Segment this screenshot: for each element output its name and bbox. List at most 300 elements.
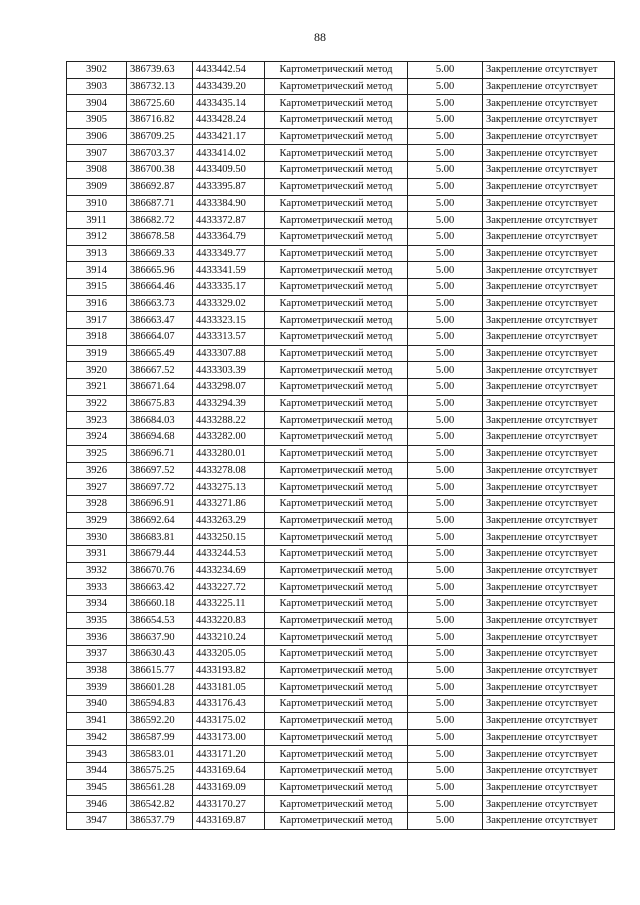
point-number-cell: 3903: [67, 78, 127, 95]
x-coordinate-cell: 386692.64: [127, 512, 193, 529]
accuracy-cell: 5.00: [408, 295, 483, 312]
table-row: [67, 429, 615, 446]
point-number-cell: 3939: [67, 679, 127, 696]
fixing-cell: Закрепление отсутствует: [483, 562, 615, 579]
y-coordinate-cell: 4433409.50: [193, 162, 265, 179]
accuracy-cell: 5.00: [408, 62, 483, 79]
table-row: [67, 579, 615, 596]
point-number-cell: 3935: [67, 612, 127, 629]
x-coordinate-cell: 386697.52: [127, 462, 193, 479]
point-number-cell: 3915: [67, 278, 127, 295]
table-row: [67, 128, 615, 145]
fixing-cell: Закрепление отсутствует: [483, 812, 615, 829]
table-row: [67, 812, 615, 829]
accuracy-cell: 5.00: [408, 662, 483, 679]
table-row: [67, 95, 615, 112]
fixing-cell: Закрепление отсутствует: [483, 629, 615, 646]
method-cell: Картометрический метод: [265, 512, 408, 529]
x-coordinate-cell: 386630.43: [127, 646, 193, 663]
accuracy-cell: 5.00: [408, 278, 483, 295]
y-coordinate-cell: 4433193.82: [193, 662, 265, 679]
y-coordinate-cell: 4433303.39: [193, 362, 265, 379]
x-coordinate-cell: 386732.13: [127, 78, 193, 95]
point-number-cell: 3924: [67, 429, 127, 446]
method-cell: Картометрический метод: [265, 479, 408, 496]
fixing-cell: Закрепление отсутствует: [483, 462, 615, 479]
method-cell: Картометрический метод: [265, 228, 408, 245]
method-cell: Картометрический метод: [265, 696, 408, 713]
x-coordinate-cell: 386667.52: [127, 362, 193, 379]
x-coordinate-cell: 386696.71: [127, 445, 193, 462]
accuracy-cell: 5.00: [408, 696, 483, 713]
point-number-cell: 3931: [67, 545, 127, 562]
fixing-cell: Закрепление отсутствует: [483, 278, 615, 295]
table-row: [67, 562, 615, 579]
method-cell: Картометрический метод: [265, 796, 408, 813]
fixing-cell: Закрепление отсутствует: [483, 612, 615, 629]
table-row: [67, 696, 615, 713]
point-number-cell: 3918: [67, 329, 127, 346]
x-coordinate-cell: 386739.63: [127, 62, 193, 79]
point-number-cell: 3902: [67, 62, 127, 79]
x-coordinate-cell: 386725.60: [127, 95, 193, 112]
x-coordinate-cell: 386670.76: [127, 562, 193, 579]
table-row: [67, 245, 615, 262]
fixing-cell: Закрепление отсутствует: [483, 445, 615, 462]
table-row: [67, 445, 615, 462]
table-row: [67, 796, 615, 813]
method-cell: Картометрический метод: [265, 312, 408, 329]
fixing-cell: Закрепление отсутствует: [483, 696, 615, 713]
point-number-cell: 3916: [67, 295, 127, 312]
fixing-cell: Закрепление отсутствует: [483, 345, 615, 362]
x-coordinate-cell: 386594.83: [127, 696, 193, 713]
y-coordinate-cell: 4433307.88: [193, 345, 265, 362]
fixing-cell: Закрепление отсутствует: [483, 712, 615, 729]
accuracy-cell: 5.00: [408, 345, 483, 362]
table-row: [67, 362, 615, 379]
point-number-cell: 3937: [67, 646, 127, 663]
y-coordinate-cell: 4433439.20: [193, 78, 265, 95]
method-cell: Картометрический метод: [265, 529, 408, 546]
accuracy-cell: 5.00: [408, 579, 483, 596]
fixing-cell: Закрепление отсутствует: [483, 379, 615, 396]
method-cell: Картометрический метод: [265, 462, 408, 479]
fixing-cell: Закрепление отсутствует: [483, 429, 615, 446]
accuracy-cell: 5.00: [408, 529, 483, 546]
y-coordinate-cell: 4433372.87: [193, 212, 265, 229]
table-row: [67, 262, 615, 279]
point-number-cell: 3925: [67, 445, 127, 462]
accuracy-cell: 5.00: [408, 629, 483, 646]
method-cell: Картометрический метод: [265, 162, 408, 179]
x-coordinate-cell: 386687.71: [127, 195, 193, 212]
method-cell: Картометрический метод: [265, 562, 408, 579]
accuracy-cell: 5.00: [408, 195, 483, 212]
y-coordinate-cell: 4433263.29: [193, 512, 265, 529]
accuracy-cell: 5.00: [408, 796, 483, 813]
accuracy-cell: 5.00: [408, 429, 483, 446]
method-cell: Картометрический метод: [265, 579, 408, 596]
y-coordinate-cell: 4433244.53: [193, 545, 265, 562]
accuracy-cell: 5.00: [408, 212, 483, 229]
method-cell: Картометрический метод: [265, 295, 408, 312]
point-number-cell: 3905: [67, 112, 127, 129]
accuracy-cell: 5.00: [408, 262, 483, 279]
method-cell: Картометрический метод: [265, 212, 408, 229]
table-row: [67, 78, 615, 95]
x-coordinate-cell: 386663.73: [127, 295, 193, 312]
method-cell: Картометрический метод: [265, 646, 408, 663]
accuracy-cell: 5.00: [408, 746, 483, 763]
accuracy-cell: 5.00: [408, 495, 483, 512]
fixing-cell: Закрепление отсутствует: [483, 178, 615, 195]
point-number-cell: 3908: [67, 162, 127, 179]
accuracy-cell: 5.00: [408, 362, 483, 379]
accuracy-cell: 5.00: [408, 779, 483, 796]
table-row: [67, 295, 615, 312]
method-cell: Картометрический метод: [265, 62, 408, 79]
y-coordinate-cell: 4433298.07: [193, 379, 265, 396]
table-row: [67, 712, 615, 729]
y-coordinate-cell: 4433335.17: [193, 278, 265, 295]
accuracy-cell: 5.00: [408, 329, 483, 346]
fixing-cell: Закрепление отсутствует: [483, 95, 615, 112]
method-cell: Картометрический метод: [265, 128, 408, 145]
accuracy-cell: 5.00: [408, 112, 483, 129]
y-coordinate-cell: 4433414.02: [193, 145, 265, 162]
point-number-cell: 3943: [67, 746, 127, 763]
method-cell: Картометрический метод: [265, 178, 408, 195]
y-coordinate-cell: 4433349.77: [193, 245, 265, 262]
fixing-cell: Закрепление отсутствует: [483, 679, 615, 696]
y-coordinate-cell: 4433313.57: [193, 329, 265, 346]
table-row: [67, 612, 615, 629]
x-coordinate-cell: 386654.53: [127, 612, 193, 629]
method-cell: Картометрический метод: [265, 362, 408, 379]
fixing-cell: Закрепление отсутствует: [483, 746, 615, 763]
table-row: [67, 195, 615, 212]
method-cell: Картометрический метод: [265, 412, 408, 429]
accuracy-cell: 5.00: [408, 178, 483, 195]
point-number-cell: 3933: [67, 579, 127, 596]
fixing-cell: Закрепление отсутствует: [483, 329, 615, 346]
accuracy-cell: 5.00: [408, 78, 483, 95]
x-coordinate-cell: 386665.49: [127, 345, 193, 362]
method-cell: Картометрический метод: [265, 762, 408, 779]
method-cell: Картометрический метод: [265, 445, 408, 462]
x-coordinate-cell: 386697.72: [127, 479, 193, 496]
point-number-cell: 3914: [67, 262, 127, 279]
fixing-cell: Закрепление отсутствует: [483, 779, 615, 796]
point-number-cell: 3945: [67, 779, 127, 796]
accuracy-cell: 5.00: [408, 762, 483, 779]
table-row: [67, 178, 615, 195]
point-number-cell: 3909: [67, 178, 127, 195]
method-cell: Картометрический метод: [265, 262, 408, 279]
method-cell: Картометрический метод: [265, 812, 408, 829]
fixing-cell: Закрепление отсутствует: [483, 479, 615, 496]
fixing-cell: Закрепление отсутствует: [483, 796, 615, 813]
point-number-cell: 3907: [67, 145, 127, 162]
x-coordinate-cell: 386679.44: [127, 545, 193, 562]
fixing-cell: Закрепление отсутствует: [483, 112, 615, 129]
x-coordinate-cell: 386694.68: [127, 429, 193, 446]
table-row: [67, 329, 615, 346]
fixing-cell: Закрепление отсутствует: [483, 529, 615, 546]
table-row: [67, 379, 615, 396]
y-coordinate-cell: 4433173.00: [193, 729, 265, 746]
table-row: [67, 495, 615, 512]
fixing-cell: Закрепление отсутствует: [483, 545, 615, 562]
point-number-cell: 3942: [67, 729, 127, 746]
method-cell: Картометрический метод: [265, 629, 408, 646]
method-cell: Картометрический метод: [265, 779, 408, 796]
accuracy-cell: 5.00: [408, 812, 483, 829]
accuracy-cell: 5.00: [408, 162, 483, 179]
x-coordinate-cell: 386561.28: [127, 779, 193, 796]
table-row: [67, 145, 615, 162]
x-coordinate-cell: 386663.47: [127, 312, 193, 329]
y-coordinate-cell: 4433278.08: [193, 462, 265, 479]
x-coordinate-cell: 386664.07: [127, 329, 193, 346]
point-number-cell: 3930: [67, 529, 127, 546]
y-coordinate-cell: 4433341.59: [193, 262, 265, 279]
fixing-cell: Закрепление отсутствует: [483, 395, 615, 412]
method-cell: Картометрический метод: [265, 195, 408, 212]
x-coordinate-cell: 386682.72: [127, 212, 193, 229]
method-cell: Картометрический метод: [265, 662, 408, 679]
point-number-cell: 3946: [67, 796, 127, 813]
y-coordinate-cell: 4433280.01: [193, 445, 265, 462]
point-number-cell: 3932: [67, 562, 127, 579]
accuracy-cell: 5.00: [408, 395, 483, 412]
method-cell: Картометрический метод: [265, 245, 408, 262]
x-coordinate-cell: 386669.33: [127, 245, 193, 262]
x-coordinate-cell: 386601.28: [127, 679, 193, 696]
fixing-cell: Закрепление отсутствует: [483, 62, 615, 79]
y-coordinate-cell: 4433323.15: [193, 312, 265, 329]
method-cell: Картометрический метод: [265, 729, 408, 746]
fixing-cell: Закрепление отсутствует: [483, 162, 615, 179]
point-number-cell: 3934: [67, 596, 127, 613]
x-coordinate-cell: 386575.25: [127, 762, 193, 779]
fixing-cell: Закрепление отсутствует: [483, 312, 615, 329]
accuracy-cell: 5.00: [408, 445, 483, 462]
y-coordinate-cell: 4433428.24: [193, 112, 265, 129]
fixing-cell: Закрепление отсутствует: [483, 262, 615, 279]
table-row: [67, 462, 615, 479]
accuracy-cell: 5.00: [408, 612, 483, 629]
table-row: [67, 646, 615, 663]
accuracy-cell: 5.00: [408, 712, 483, 729]
fixing-cell: Закрепление отсутствует: [483, 362, 615, 379]
method-cell: Картометрический метод: [265, 679, 408, 696]
table-row: [67, 512, 615, 529]
accuracy-cell: 5.00: [408, 679, 483, 696]
accuracy-cell: 5.00: [408, 245, 483, 262]
point-number-cell: 3929: [67, 512, 127, 529]
table-row: [67, 529, 615, 546]
x-coordinate-cell: 386703.37: [127, 145, 193, 162]
method-cell: Картометрический метод: [265, 495, 408, 512]
point-number-cell: 3912: [67, 228, 127, 245]
table-row: [67, 479, 615, 496]
point-number-cell: 3913: [67, 245, 127, 262]
table-row: [67, 412, 615, 429]
point-number-cell: 3928: [67, 495, 127, 512]
table-row: [67, 729, 615, 746]
fixing-cell: Закрепление отсутствует: [483, 646, 615, 663]
x-coordinate-cell: 386683.81: [127, 529, 193, 546]
point-number-cell: 3906: [67, 128, 127, 145]
table-row: [67, 228, 615, 245]
point-number-cell: 3904: [67, 95, 127, 112]
x-coordinate-cell: 386665.96: [127, 262, 193, 279]
method-cell: Картометрический метод: [265, 429, 408, 446]
y-coordinate-cell: 4433169.64: [193, 762, 265, 779]
accuracy-cell: 5.00: [408, 412, 483, 429]
x-coordinate-cell: 386671.64: [127, 379, 193, 396]
point-number-cell: 3944: [67, 762, 127, 779]
y-coordinate-cell: 4433395.87: [193, 178, 265, 195]
x-coordinate-cell: 386692.87: [127, 178, 193, 195]
y-coordinate-cell: 4433282.00: [193, 429, 265, 446]
y-coordinate-cell: 4433175.02: [193, 712, 265, 729]
point-number-cell: 3919: [67, 345, 127, 362]
y-coordinate-cell: 4433171.20: [193, 746, 265, 763]
fixing-cell: Закрепление отсутствует: [483, 579, 615, 596]
y-coordinate-cell: 4433271.86: [193, 495, 265, 512]
point-number-cell: 3911: [67, 212, 127, 229]
y-coordinate-cell: 4433275.13: [193, 479, 265, 496]
x-coordinate-cell: 386663.42: [127, 579, 193, 596]
fixing-cell: Закрепление отсутствует: [483, 195, 615, 212]
coordinates-table-body: [67, 62, 615, 830]
table-row: [67, 762, 615, 779]
table-row: [67, 545, 615, 562]
y-coordinate-cell: 4433210.24: [193, 629, 265, 646]
y-coordinate-cell: 4433169.87: [193, 812, 265, 829]
table-row: [67, 662, 615, 679]
method-cell: Картометрический метод: [265, 278, 408, 295]
y-coordinate-cell: 4433227.72: [193, 579, 265, 596]
fixing-cell: Закрепление отсутствует: [483, 228, 615, 245]
y-coordinate-cell: 4433170.27: [193, 796, 265, 813]
fixing-cell: Закрепление отсутствует: [483, 145, 615, 162]
x-coordinate-cell: 386587.99: [127, 729, 193, 746]
method-cell: Картометрический метод: [265, 95, 408, 112]
fixing-cell: Закрепление отсутствует: [483, 596, 615, 613]
page-number: 88: [314, 30, 326, 44]
y-coordinate-cell: 4433234.69: [193, 562, 265, 579]
table-row: [67, 162, 615, 179]
x-coordinate-cell: 386583.01: [127, 746, 193, 763]
coordinates-table: [66, 61, 615, 830]
point-number-cell: 3922: [67, 395, 127, 412]
fixing-cell: Закрепление отсутствует: [483, 762, 615, 779]
method-cell: Картометрический метод: [265, 112, 408, 129]
accuracy-cell: 5.00: [408, 145, 483, 162]
point-number-cell: 3936: [67, 629, 127, 646]
accuracy-cell: 5.00: [408, 128, 483, 145]
table-row: [67, 395, 615, 412]
accuracy-cell: 5.00: [408, 545, 483, 562]
accuracy-cell: 5.00: [408, 479, 483, 496]
fixing-cell: Закрепление отсутствует: [483, 78, 615, 95]
fixing-cell: Закрепление отсутствует: [483, 245, 615, 262]
method-cell: Картометрический метод: [265, 712, 408, 729]
fixing-cell: Закрепление отсутствует: [483, 729, 615, 746]
table-row: [67, 679, 615, 696]
table-row: [67, 312, 615, 329]
fixing-cell: Закрепление отсутствует: [483, 495, 615, 512]
y-coordinate-cell: 4433220.83: [193, 612, 265, 629]
y-coordinate-cell: 4433294.39: [193, 395, 265, 412]
y-coordinate-cell: 4433205.05: [193, 646, 265, 663]
method-cell: Картометрический метод: [265, 545, 408, 562]
method-cell: Картометрический метод: [265, 379, 408, 396]
x-coordinate-cell: 386678.58: [127, 228, 193, 245]
point-number-cell: 3921: [67, 379, 127, 396]
x-coordinate-cell: 386675.83: [127, 395, 193, 412]
x-coordinate-cell: 386664.46: [127, 278, 193, 295]
table-row: [67, 278, 615, 295]
method-cell: Картометрический метод: [265, 78, 408, 95]
x-coordinate-cell: 386716.82: [127, 112, 193, 129]
x-coordinate-cell: 386615.77: [127, 662, 193, 679]
y-coordinate-cell: 4433384.90: [193, 195, 265, 212]
table-row: [67, 212, 615, 229]
fixing-cell: Закрепление отсутствует: [483, 212, 615, 229]
fixing-cell: Закрепление отсутствует: [483, 295, 615, 312]
accuracy-cell: 5.00: [408, 228, 483, 245]
accuracy-cell: 5.00: [408, 462, 483, 479]
x-coordinate-cell: 386709.25: [127, 128, 193, 145]
y-coordinate-cell: 4433250.15: [193, 529, 265, 546]
y-coordinate-cell: 4433435.14: [193, 95, 265, 112]
x-coordinate-cell: 386537.79: [127, 812, 193, 829]
accuracy-cell: 5.00: [408, 646, 483, 663]
accuracy-cell: 5.00: [408, 512, 483, 529]
table-row: [67, 62, 615, 79]
y-coordinate-cell: 4433421.17: [193, 128, 265, 145]
table-row: [67, 779, 615, 796]
fixing-cell: Закрепление отсутствует: [483, 128, 615, 145]
point-number-cell: 3923: [67, 412, 127, 429]
method-cell: Картометрический метод: [265, 145, 408, 162]
method-cell: Картометрический метод: [265, 746, 408, 763]
y-coordinate-cell: 4433176.43: [193, 696, 265, 713]
x-coordinate-cell: 386637.90: [127, 629, 193, 646]
table-row: [67, 345, 615, 362]
table-row: [67, 629, 615, 646]
point-number-cell: 3940: [67, 696, 127, 713]
method-cell: Картометрический метод: [265, 596, 408, 613]
point-number-cell: 3947: [67, 812, 127, 829]
x-coordinate-cell: 386542.82: [127, 796, 193, 813]
point-number-cell: 3910: [67, 195, 127, 212]
table-row: [67, 112, 615, 129]
table-row: [67, 746, 615, 763]
point-number-cell: 3927: [67, 479, 127, 496]
fixing-cell: Закрепление отсутствует: [483, 662, 615, 679]
y-coordinate-cell: 4433288.22: [193, 412, 265, 429]
fixing-cell: Закрепление отсутствует: [483, 412, 615, 429]
y-coordinate-cell: 4433181.05: [193, 679, 265, 696]
y-coordinate-cell: 4433169.09: [193, 779, 265, 796]
accuracy-cell: 5.00: [408, 312, 483, 329]
